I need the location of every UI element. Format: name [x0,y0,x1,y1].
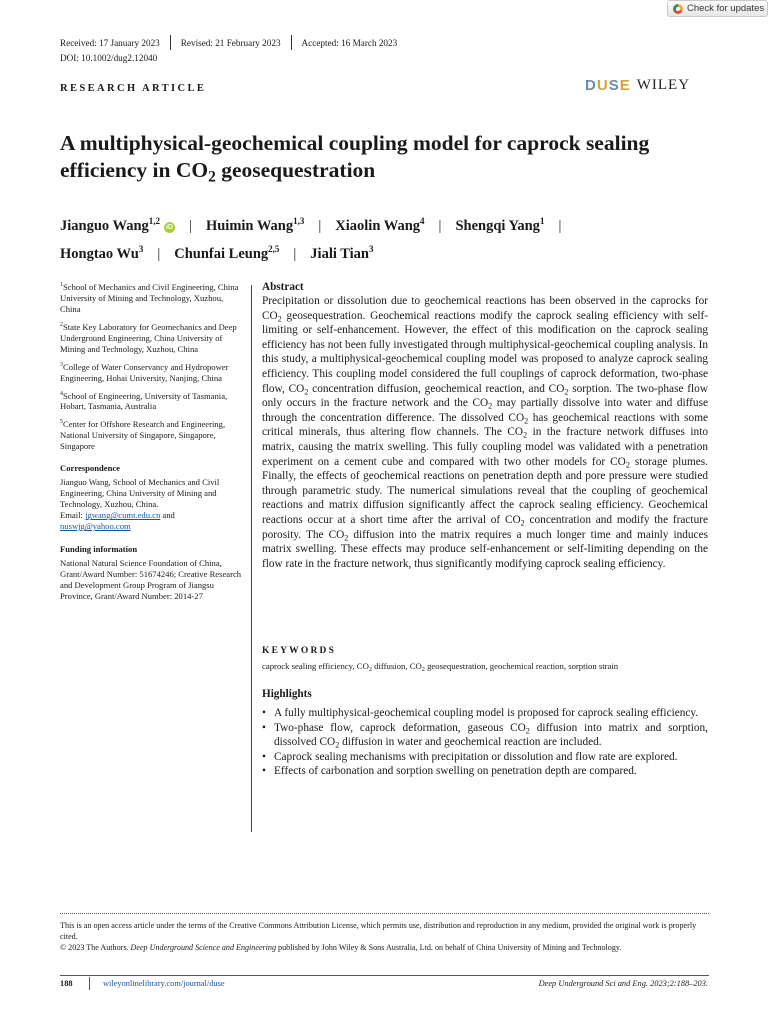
revised-date: Revised: 21 February 2023 [180,37,281,48]
list-item: • Two-phase flow, caprock deformation, gaseous $CO_2$ diffusion into matrix and sorption, dissolved $CO_2$ diffusion in water and geochemical reaction are included. [262,721,708,750]
author[interactable]: Hongtao Wu$^3$ [60,243,144,262]
affiliation: $^3$College of Water Conservancy and Hydropower Engineering, Hohai University, Nanjing, China [60,361,229,383]
footer-rule [60,975,709,976]
column-divider [251,285,252,832]
author[interactable]: Huimin Wang$^{1,3}$ [205,216,305,234]
highlights-list [262,706,708,779]
author-list: Jianguo Wang$^{1,2}$iD | Huimin Wang$^{1,3}$ | Xiaolin Wang$^4$ | Shengqi Yang$^1$ | Hongtao Wu$^3$ | Chunfai Leung$^{2,5}$ | Jiali Tian$^3$ [60,216,562,262]
publisher-logo [585,75,690,95]
email-link[interactable]: nuswjg@yahoo.com [60,521,131,532]
affiliation: $^5$Center for Offshore Research and Engineering, National University of Singapore, Singapore, Singapore [60,419,226,452]
author[interactable]: Xiaolin Wang$^4$ [335,216,425,234]
license-note: This is an open access article under the terms of the Creative Commons Attribution License, which permits use, distribution and reproduction in any medium, provided the original work is properly cited. © 2023 The Authors. Deep Underground Science and Engineering published by John Wiley & Sons Australia, Ltd. on behalf of China University of Mining and Technology. [60,921,697,952]
correspondence-text: Jianguo Wang, School of Mechanics and Civil Engineering, China University of Mining and Technology, Xuzhou, China. Email: jgwang@cumt.edu.cn and nuswjg@yahoo.com [60,477,220,532]
article-type: RESEARCH ARTICLE [60,83,207,94]
received-date: Received: 17 January 2023 [60,37,160,48]
keywords-text: caprock sealing efficiency, $CO_2$ diffusion, $CO_2$ geosequestration, geochemical reaction, sorption strain [262,661,619,673]
list-item: • Caprock sealing mechanisms with precipitation or dissolution and flow rate are explored. [262,750,708,765]
affiliation: $^2$State Key Laboratory for Geomechanics and Deep Underground Engineering, China University of Mining and Technology, Xuzhou, China [60,321,237,354]
citation: Deep Underground Sci and Eng. 2023;2:188–203. [538,979,708,988]
author[interactable]: Chunfai Leung$^{2,5}$ [174,243,280,262]
correspondence-heading: Correspondence [60,463,120,474]
page-title: A multiphysical-geochemical coupling model for caprock sealing efficiency in $CO_2$ geosequestration [60,131,650,186]
list-item: • A fully multiphysical-geochemical coupling model is proposed for caprock sealing efficiency. [262,706,708,721]
abstract-heading: Abstract [262,281,304,293]
author[interactable]: Jianguo Wang$^{1,2}$ [60,216,161,234]
divider [170,35,171,50]
affiliation: $^1$School of Mechanics and Civil Engineering, China University of Mining and Technology, Xuzhou, China [60,281,239,314]
funding-text: National Natural Science Foundation of China, Grant/Award Number: 51674246; Creative Research and Development Group Program of Jiangsu Province, Grant/Award Number: 2014-27 [60,558,242,602]
duse-logo: DUSE [585,76,631,94]
affiliations [60,280,244,602]
doi[interactable]: DOI: 10.1002/dug2.12040 [60,53,158,63]
divider [291,35,292,50]
affiliation: $^4$School of Engineering, University of Tasmania, Hobart, Tasmania, Australia [60,390,228,412]
keywords-heading: KEYWORDS [262,646,337,656]
abstract-text: Precipitation or dissolution due to geochemical reactions has been observed in the caprocks for $CO_2$ geosequestration. Geochemical reactions modify the caprock sealing efficiency with self-limiting or self-enhancement. However, the effect of this modification on the caprock sealing efficiency has not been fully investigated through multiphysical-geochemical coupling analysis. In this study, a multiphysical-geochemical coupling model was proposed to analyze caprock sealing efficiency. This coupling model considered the full couplings of caprock deformation, two-phase flow, $CO_2$ concentration diffusion, geochemical reaction, and $CO_2$ sorption. The two-phase flow only occurs in the fracture network and the $CO_2$ may partially dissolve into water and diffuse through the concentration difference. The dissolved $CO_2$ has geochemical reactions with some critical minerals, thus altering flow channels. The $CO_2$ in the fracture network diffuses into matrix, causing the matrix swelling. This fully coupling model was validated with a penetration experiment on a cement cube and compared with two other models for $CO_2$ storage plumes. Finally, the effects of geochemical reactions on penetration depth and pore pressure were studied through parametric study. The numerical simulations reveal that the coupling of geochemical reactions and matrix diffusion significantly affect the caprock sealing efficiency. Geochemical reactions occur at a short time after the arrival of $CO_2$ concentration and modify the fracture porosity. The $CO_2$ diffusion into the matrix requires a much longer time and mainly induces matrix swelling. These effects may produce self-enhancement or self-limiting depending on the flow rate in the fracture network, thus significantly modifying caprock sealing efficiency. [262,295,708,570]
crossmark-icon [673,4,683,14]
author[interactable]: Shengqi Yang$^1$ [455,216,545,234]
page-number: 188 [60,979,73,988]
accepted-date: Accepted: 16 March 2023 [301,37,398,48]
journal-link[interactable]: wileyonlinelibrary.com/journal/duse [103,979,225,988]
orcid-icon[interactable]: iD [166,223,174,231]
email-link[interactable]: jgwang@cumt.edu.cn [85,510,161,521]
article-dates [60,35,397,50]
check-for-updates-label: Check for updates [687,3,765,14]
funding-heading: Funding information [60,544,138,555]
divider [89,977,90,990]
wiley-logo: WILEY [636,76,691,93]
list-item: • Effects of carbonation and sorption swelling on penetration depth are compared. [262,764,708,779]
check-for-updates-button[interactable] [667,0,768,17]
highlights-heading: Highlights [262,688,312,700]
author[interactable]: Jiali Tian$^3$ [310,243,374,262]
footer-divider [60,913,709,914]
